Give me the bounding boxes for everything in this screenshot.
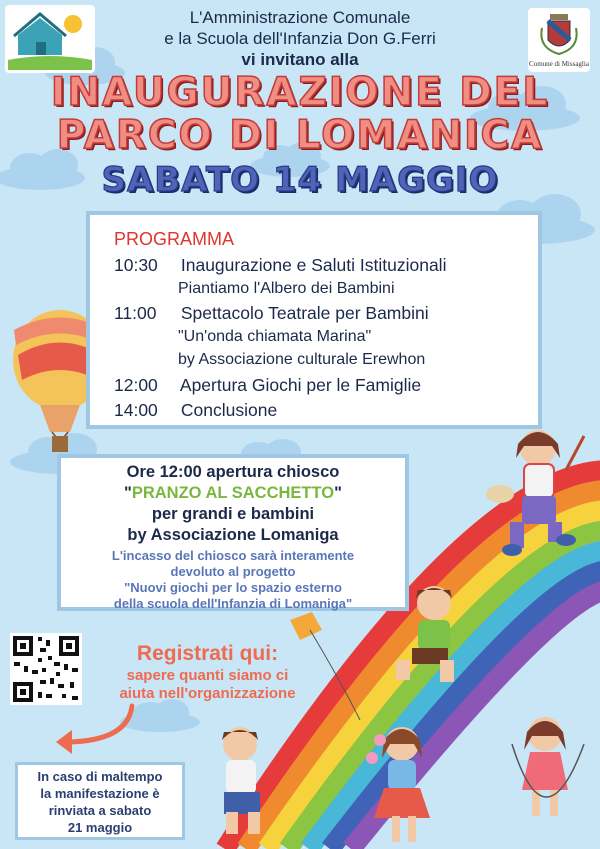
- programme-box: [86, 211, 542, 429]
- programme-time: 12:00: [114, 375, 158, 395]
- title-line-1: INAUGURAZIONE DEL: [50, 70, 550, 115]
- programme-row: [114, 255, 446, 276]
- bad-weather-notice: [15, 762, 185, 840]
- event-date: SABATO 14 MAGGIO: [101, 160, 499, 200]
- programme-time: 14:00: [114, 400, 158, 420]
- kiosk-note-4: della scuola dell'Infanzia di Lomaniga": [113, 596, 353, 611]
- programme-text: Inaugurazione e Saluti Istituzionali: [180, 255, 447, 275]
- programme-row: [114, 375, 421, 396]
- weather-line-2: la manifestazione è: [40, 786, 160, 801]
- coat-of-arms-icon: [528, 8, 590, 60]
- programme-text: Conclusione: [180, 400, 278, 420]
- programme-subtitle: Piantiamo l'Albero dei Bambini: [178, 280, 395, 297]
- register-title: Registrati qui:: [136, 642, 279, 665]
- comune-logo: [528, 8, 590, 72]
- kiosk-note-1: L'incasso del chiosco sarà interamente: [111, 548, 355, 563]
- weather-line-4: 21 maggio: [67, 820, 133, 835]
- kiosk-quote-open: ": [124, 484, 132, 502]
- comune-caption: Comune di Missaglia: [529, 60, 589, 68]
- invite-line-1: L'Amministrazione Comunale: [189, 8, 411, 27]
- kiosk-line-3: per grandi e bambini: [151, 505, 315, 523]
- school-house-logo-icon: [5, 5, 95, 73]
- kiosk-box: [57, 454, 409, 611]
- title-line-2: PARCO DI LOMANICA: [56, 113, 544, 158]
- kiosk-line-4: by Associazione Lomaniga: [127, 526, 339, 544]
- qr-code-icon: [10, 633, 82, 705]
- programme-text: Spettacolo Teatrale per Bambini: [180, 303, 429, 323]
- programme-row: [114, 400, 277, 421]
- programme-subtitle: by Associazione culturale Erewhon: [178, 351, 426, 368]
- kiosk-note-2: devoluto al progetto: [170, 564, 296, 579]
- register-subtitle-2: aiuta nell'organizzazione: [119, 685, 296, 702]
- kiosk-quote-close: ": [334, 484, 342, 502]
- kiosk-line-1: Ore 12:00 apertura chiosco: [126, 463, 340, 481]
- programme-time: 11:00: [114, 303, 157, 323]
- programme-text: Apertura Giochi per le Famiglie: [179, 375, 422, 395]
- kiosk-note-3: "Nuovi giochi per lo spazio esterno: [124, 580, 342, 595]
- programme-heading: PROGRAMMA: [114, 229, 235, 249]
- invite-line-2: e la Scuola dell'Infanzia Don G.Ferri: [164, 29, 436, 48]
- kiosk-highlight: PRANZO AL SACCHETTO: [131, 484, 335, 502]
- programme-row: [114, 303, 429, 324]
- register-subtitle-1: sapere quanti siamo ci: [126, 667, 289, 684]
- weather-line-1: In caso di maltempo: [37, 769, 163, 784]
- invite-line-3: vi invitano alla: [241, 50, 359, 69]
- programme-time: 10:30: [114, 255, 158, 275]
- kiosk-highlight-line: [61, 484, 405, 503]
- weather-line-3: rinviata a sabato: [48, 803, 152, 818]
- programme-subtitle: "Un'onda chiamata Marina": [178, 328, 372, 345]
